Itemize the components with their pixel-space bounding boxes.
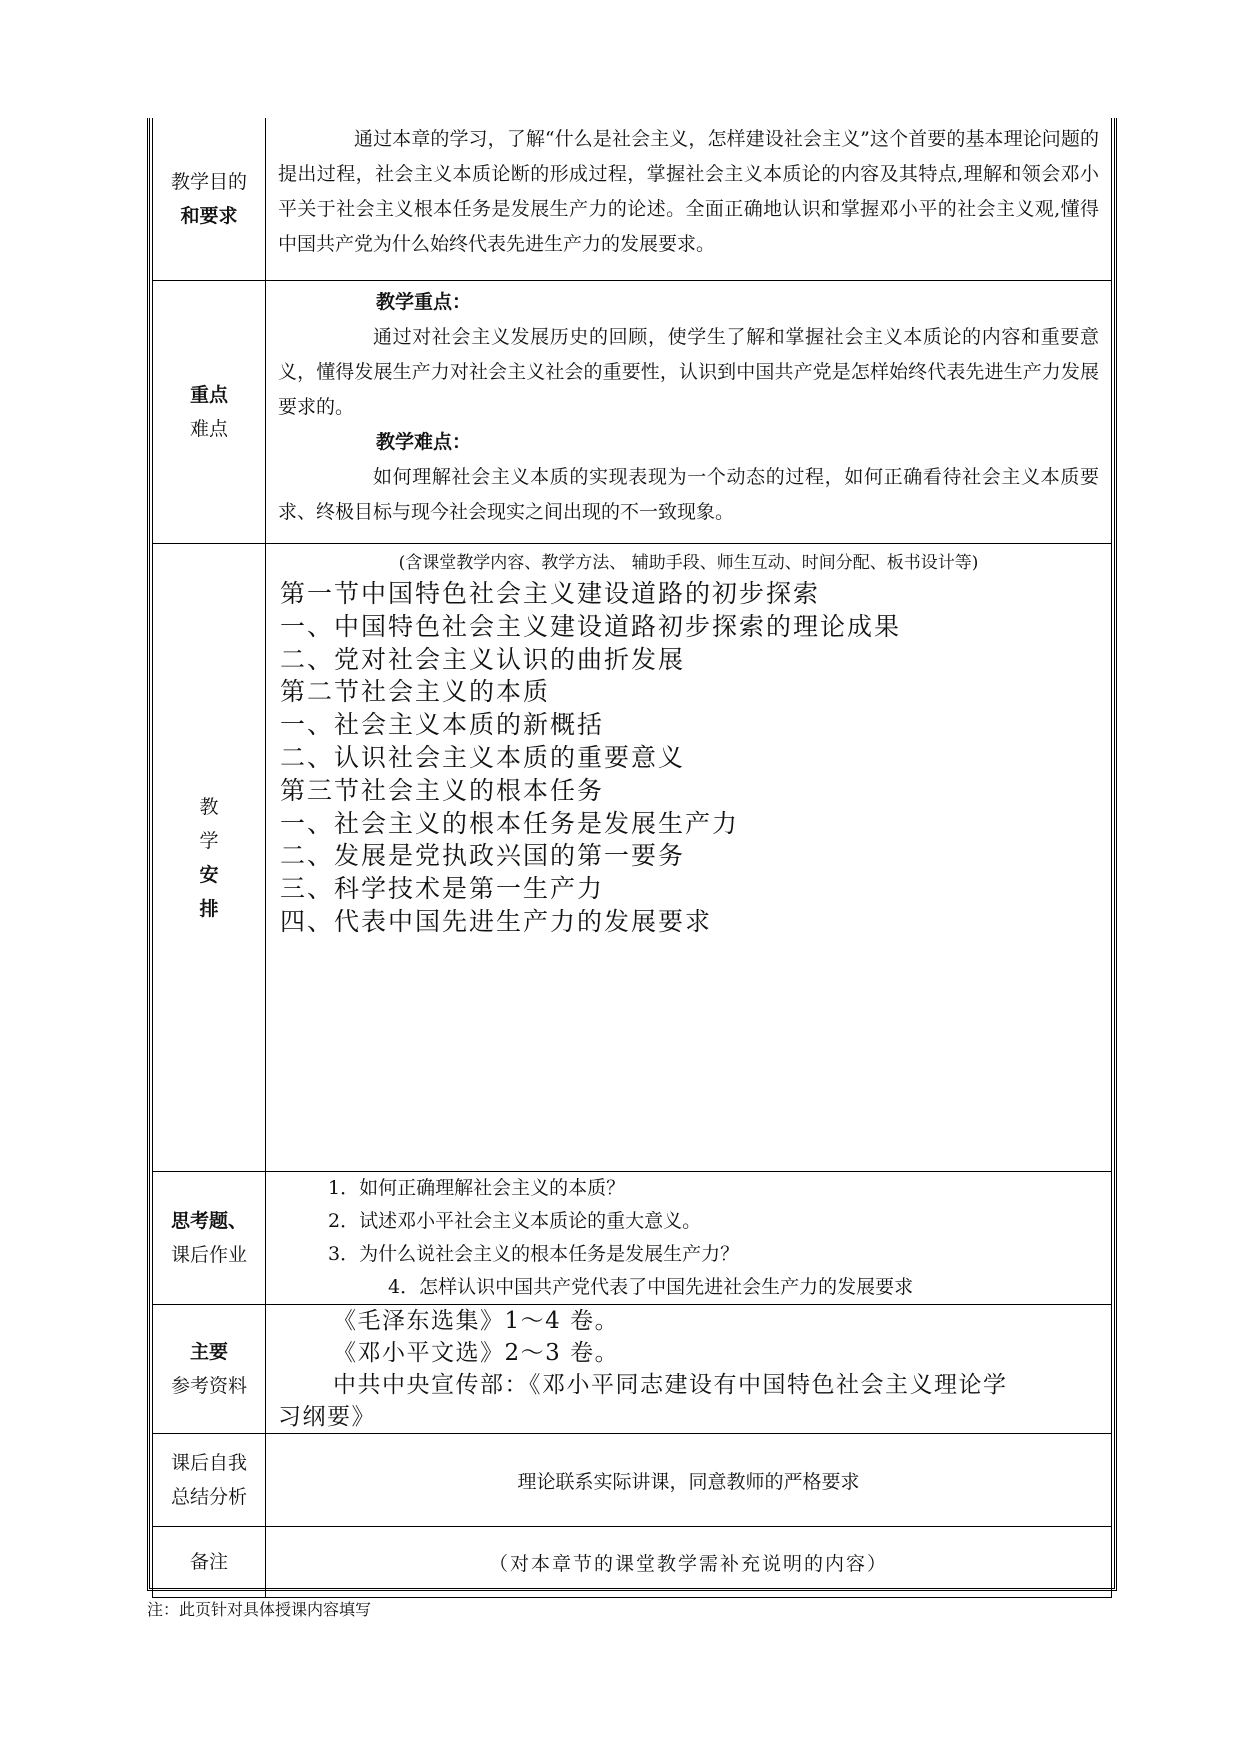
reference-item: 《邓小平文选》2～3 卷。 [333,1340,620,1366]
key-points-label-line2: 难点 [189,418,228,440]
homework-item: 1．如何正确理解社会主义的本质？ [328,1177,626,1199]
key-heading: 教学重点： [376,291,472,313]
objectives-label [153,118,266,281]
references-label [153,1305,266,1434]
homework-item: 4．怎样认识中国共产党代表了中国先进社会生产力的发展要求 [388,1276,914,1298]
homework-label [153,1172,266,1305]
footnote: 注：此页针对具体授课内容填写 [147,1600,372,1619]
table-row-remarks [153,1527,1112,1598]
plan-line: 一、社会主义的根本任务是发展生产力 [280,808,740,838]
homework-content [266,1172,1112,1305]
plan-label [153,544,266,1172]
references-content [266,1305,1112,1434]
table-row-homework [153,1172,1112,1305]
plan-line: 二、党对社会主义认识的曲折发展 [280,644,686,674]
key-points-label-line1: 重点 [189,384,228,406]
objectives-label-line2: 和要求 [180,205,238,227]
homework-item: 2．试述邓小平社会主义本质论的重大意义。 [328,1210,702,1232]
plan-intro: (含课堂教学内容、教学方法、 辅助手段、师生互动、时间分配、板书设计等) [398,553,979,573]
plan-label-char: 排 [199,897,219,920]
references-label-line2: 参考资料 [170,1375,247,1397]
reference-item: 习纲要》 [278,1404,376,1430]
summary-label [153,1434,266,1527]
plan-line: 第一节中国特色社会主义建设道路的初步探索 [280,579,821,608]
plan-line: 三、科学技术是第一生产力 [280,874,605,904]
key-text: 通过对社会主义发展历史的回顾，使学生了解和掌握社会主义本质论的内容和重要意义，懂得发展生产力对社会主义社会的重要性，认识到中国共产党是怎样始终代表先进生产力发展要求的。 [278,326,1099,418]
plan-line: 第二节社会主义的本质 [280,677,551,707]
summary-label-line1: 课后自我 [170,1452,247,1474]
plan-line: 四、代表中国先进生产力的发展要求 [280,906,713,936]
plan-line: 二、发展是党执政兴国的第一要务 [280,841,686,871]
reference-item: 中共中央宣传部：《邓小平同志建设有中国特色社会主义理论学 [333,1372,1008,1398]
objectives-text: 通过本章的学习，了解“什么是社会主义，怎样建设社会主义”这个首要的基本理论问题的提出过程，社会主义本质论断的形成过程，掌握社会主义本质论的内容及其特点,理解和领会邓小平关于社会主义根本任务是发展生产力的论述。全面正确地认识和掌握邓小平的社会主义观,懂得中国共产党为什么始终代表先进生产力的发展要求。 [278,128,1099,255]
plan-label-char: 安 [199,863,219,886]
plan-line: 二、认识社会主义本质的重要意义 [280,742,686,772]
plan-content [266,544,1112,1172]
summary-label-line2: 总结分析 [170,1486,247,1508]
plan-label-char: 教 [199,795,219,818]
lesson-plan-table [152,118,1112,1598]
key-points-label [153,281,266,544]
difficult-text: 如何理解社会主义本质的实现表现为一个动态的过程，如何正确看待社会主义本质要求、终极目标与现今社会现实之间出现的不一致现象。 [278,466,1099,523]
homework-label-line1: 思考题、 [170,1210,247,1232]
references-label-line1: 主要 [189,1341,228,1363]
remarks-label: 备注 [153,1527,266,1598]
homework-label-line2: 课后作业 [170,1244,247,1266]
table-row-plan [153,544,1112,1172]
objectives-label-line1: 教学目的 [170,171,247,193]
table-row-objectives [153,118,1112,281]
remarks-text: （对本章节的课堂教学需补充说明的内容） [266,1527,1112,1598]
plan-label-char: 学 [199,829,219,852]
table-row-key-points [153,281,1112,544]
plan-line: 一、社会主义本质的新概括 [280,710,605,740]
summary-text: 理论联系实际讲课，同意教师的严格要求 [266,1434,1112,1527]
objectives-content [266,118,1112,281]
table-row-references [153,1305,1112,1434]
reference-item: 《毛泽东选集》1～4 卷。 [333,1308,620,1334]
difficult-heading: 教学难点： [376,431,472,453]
key-points-content [266,281,1112,544]
plan-line: 第三节社会主义的根本任务 [280,775,605,805]
table-row-summary [153,1434,1112,1527]
plan-line: 一、中国特色社会主义建设道路初步探索的理论成果 [280,611,902,641]
homework-item: 3．为什么说社会主义的根本任务是发展生产力？ [328,1243,740,1265]
